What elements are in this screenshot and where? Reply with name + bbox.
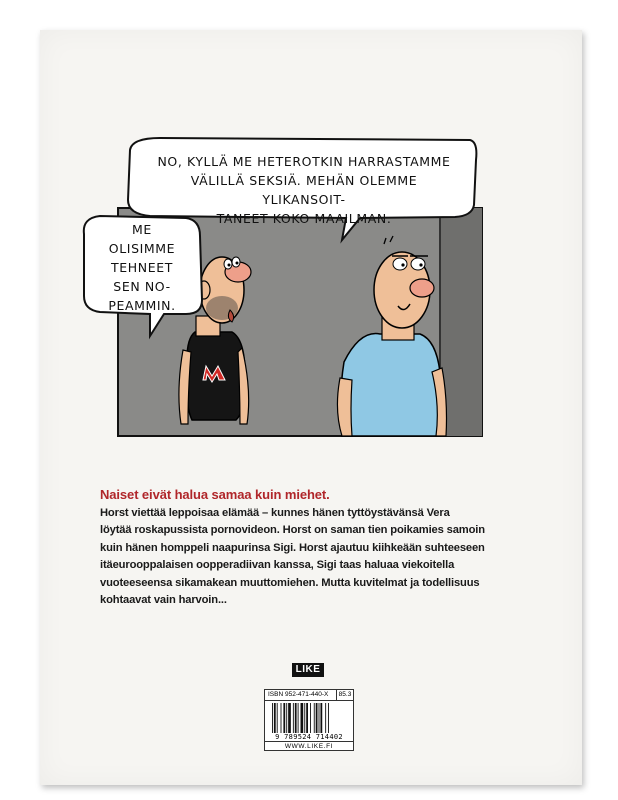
barcode-bar bbox=[274, 703, 276, 733]
classification-code: 85.3 bbox=[336, 690, 353, 700]
barcode-bar bbox=[293, 703, 294, 733]
barcode-bar bbox=[319, 703, 320, 733]
barcode-bar bbox=[314, 703, 315, 733]
barcode-bar bbox=[286, 703, 287, 733]
barcode-bar bbox=[316, 703, 318, 733]
blurb-title: Naiset eivät halua samaa kuin miehet. bbox=[100, 487, 330, 502]
barcode-bar bbox=[320, 703, 322, 733]
barcode-bar bbox=[328, 703, 329, 733]
publisher-website: WWW.LIKE.FI bbox=[265, 741, 353, 751]
isbn-number: ISBN 952-471-440-X bbox=[268, 691, 329, 698]
barcode-bar bbox=[272, 703, 273, 733]
barcode-bar bbox=[304, 703, 305, 733]
barcode-bar bbox=[283, 703, 285, 733]
speech-text-left: ME OLISIMME TEHNEET SEN NO- PEAMMIN. bbox=[108, 222, 176, 313]
isbn-row bbox=[265, 690, 353, 701]
barcode-bar bbox=[306, 703, 308, 733]
barcode-bar bbox=[310, 703, 311, 733]
blurb-body: Horst viettää leppoisaa elämää – kunnes hänen tyttöystävänsä Vera löytää roskapussista pornovideon. Horst on saman tien poikamies samoin kuin hänen homppeli naapurinsa Sigi. Horst ajautuu kiihkeään suhteeseen itäeurooppalaisen oopperadiivan kanssa, Sigi taas haluaa viekoitella vuoteeseensa sikamakean muuttomiehen. Mutta kuvitelmat ja todellisuus kohtaavat vain harvoin... bbox=[100, 507, 485, 607]
barcode-bar bbox=[281, 703, 282, 733]
ean-number: 9 789524 714402 bbox=[275, 733, 343, 741]
barcode-bar bbox=[298, 703, 299, 733]
barcode-bar bbox=[325, 703, 326, 733]
speech-text-right: NO, KYLLÄ ME HETEROTKIN HARRASTAMME VÄLILLÄ SEKSIÄ. MEHÄN OLEMME YLIKANSOIT- TANEET KOKO MAAILMAN. bbox=[157, 154, 451, 226]
barcode-image bbox=[271, 703, 349, 733]
barcode-bar bbox=[277, 703, 278, 733]
isbn-box bbox=[264, 689, 354, 751]
barcode-bar bbox=[295, 703, 297, 733]
publisher-logo: LIKE bbox=[292, 663, 324, 677]
barcode-bar bbox=[301, 703, 304, 733]
barcode-bar bbox=[288, 703, 291, 733]
blurb bbox=[100, 487, 520, 609]
